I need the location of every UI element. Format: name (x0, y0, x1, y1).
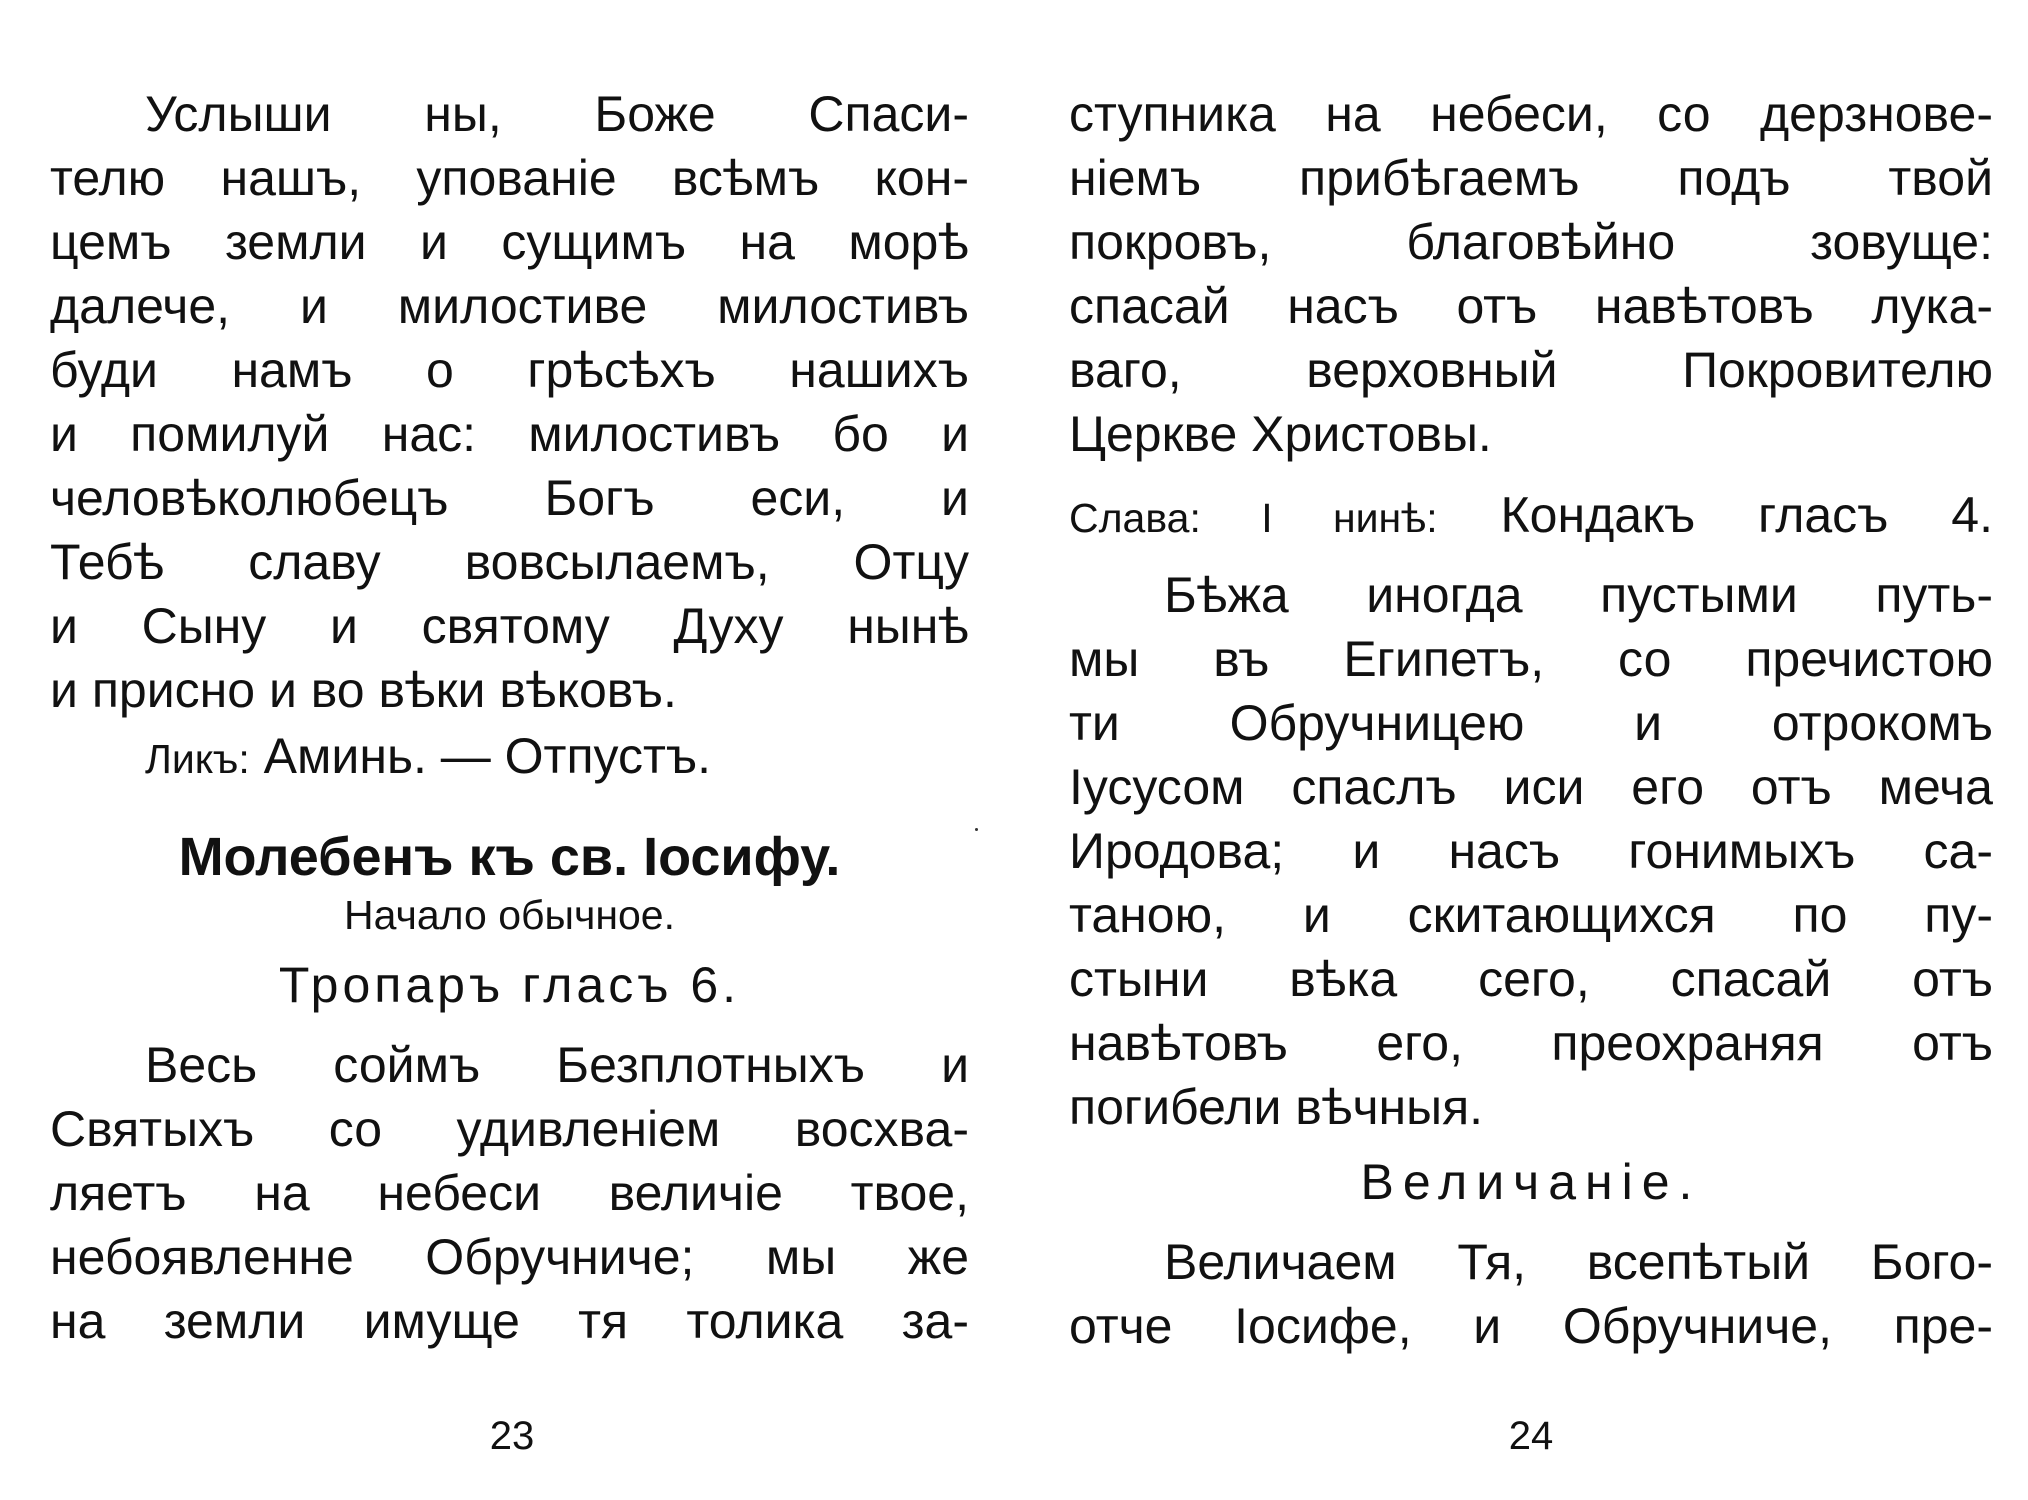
continuation-line: спасай насъ отъ навѣтовъ лука- (1069, 278, 1993, 334)
prayer-line: телю нашъ, упованіе всѣмъ кон- (50, 150, 969, 206)
prayer-line: Услыши ны, Боже Спаси- (145, 86, 969, 142)
troparion-line: ляетъ на небеси величіе твое, (50, 1165, 969, 1221)
prayer-line: буди намъ о грѣсѣхъ нашихъ (50, 342, 969, 398)
continuation-line: ніемъ прибѣгаемъ подъ твой (1069, 150, 1993, 206)
print-speck (975, 828, 978, 831)
kontakion-line: погибели вѣчныя. (1069, 1079, 1484, 1135)
continuation-line: ваго, верховный Покровителю (1069, 342, 1993, 398)
continuation-line: Церкве Христовы. (1069, 406, 1492, 462)
magnification-line: отче Іосифе, и Обручниче, пре- (1069, 1298, 1993, 1354)
kontakion-line: стыни вѣка сего, спасай отъ (1069, 951, 1993, 1007)
prayer-line: далече, и милостиве милостивъ (50, 278, 969, 334)
prayer-line: человѣколюбецъ Богъ еси, и (50, 470, 969, 526)
page-number: 23 (489, 1414, 535, 1458)
troparion-line: Святыхъ со удивленіем восхва- (50, 1101, 969, 1157)
beginning-note: Начало обычное. (343, 892, 675, 938)
response-line (145, 728, 712, 784)
kontakion-line: Бѣжа иногда пустыми путь- (1164, 567, 1993, 623)
troparion-line: Весь соймъ Безплотныхъ и (145, 1037, 969, 1093)
kontakion-heading: Кондакъ гласъ 4. (1500, 487, 1993, 543)
moleben-title: Молебенъ къ св. Іосифу. (178, 827, 841, 887)
response-label: Ликъ: (145, 736, 250, 782)
page-number: 24 (1508, 1414, 1554, 1458)
continuation-line: покровъ, благовѣйно зовуще: (1069, 214, 1993, 270)
glory-label: Слава: І нинѣ: (1069, 495, 1438, 541)
magnification-line: Величаем Тя, всепѣтый Бого- (1164, 1234, 1993, 1290)
kontakion-line: навѣтовъ его, преохраняя отъ (1069, 1015, 1993, 1071)
kontakion-header-line (1069, 487, 1993, 543)
prayer-line: и Сыну и святому Духу нынѣ (50, 598, 969, 654)
prayer-line: Тебѣ славу вовсылаемъ, Отцу (50, 534, 969, 590)
kontakion-line: Іусусом спаслъ иси его отъ меча (1069, 759, 1993, 815)
kontakion-line: мы въ Египетъ, со пречистою (1069, 631, 1993, 687)
response-text: Аминь. — Отпустъ. (263, 728, 712, 784)
prayer-line: и помилуй нас: милостивъ бо и (50, 406, 969, 462)
kontakion-line: таною, и скитающихся по пу- (1069, 887, 1993, 943)
kontakion-line: Иродова; и насъ гонимыхъ са- (1069, 823, 1993, 879)
kontakion-line: ти Обручницею и отрокомъ (1069, 695, 1993, 751)
troparion-line: на земли имуще тя толика за- (50, 1293, 969, 1349)
prayer-line: цемъ земли и сущимъ на морѣ (50, 214, 969, 270)
magnification-heading: Величаніе. (1360, 1154, 1702, 1210)
continuation-line: ступника на небеси, со дерзнове- (1069, 86, 1993, 142)
prayer-line: и присно и во вѣки вѣковъ. (50, 662, 677, 718)
right-page (1014, 0, 2028, 1500)
troparion-heading: Тропаръ гласъ 6. (278, 957, 741, 1013)
troparion-line: небоявленне Обручниче; мы же (50, 1229, 969, 1285)
